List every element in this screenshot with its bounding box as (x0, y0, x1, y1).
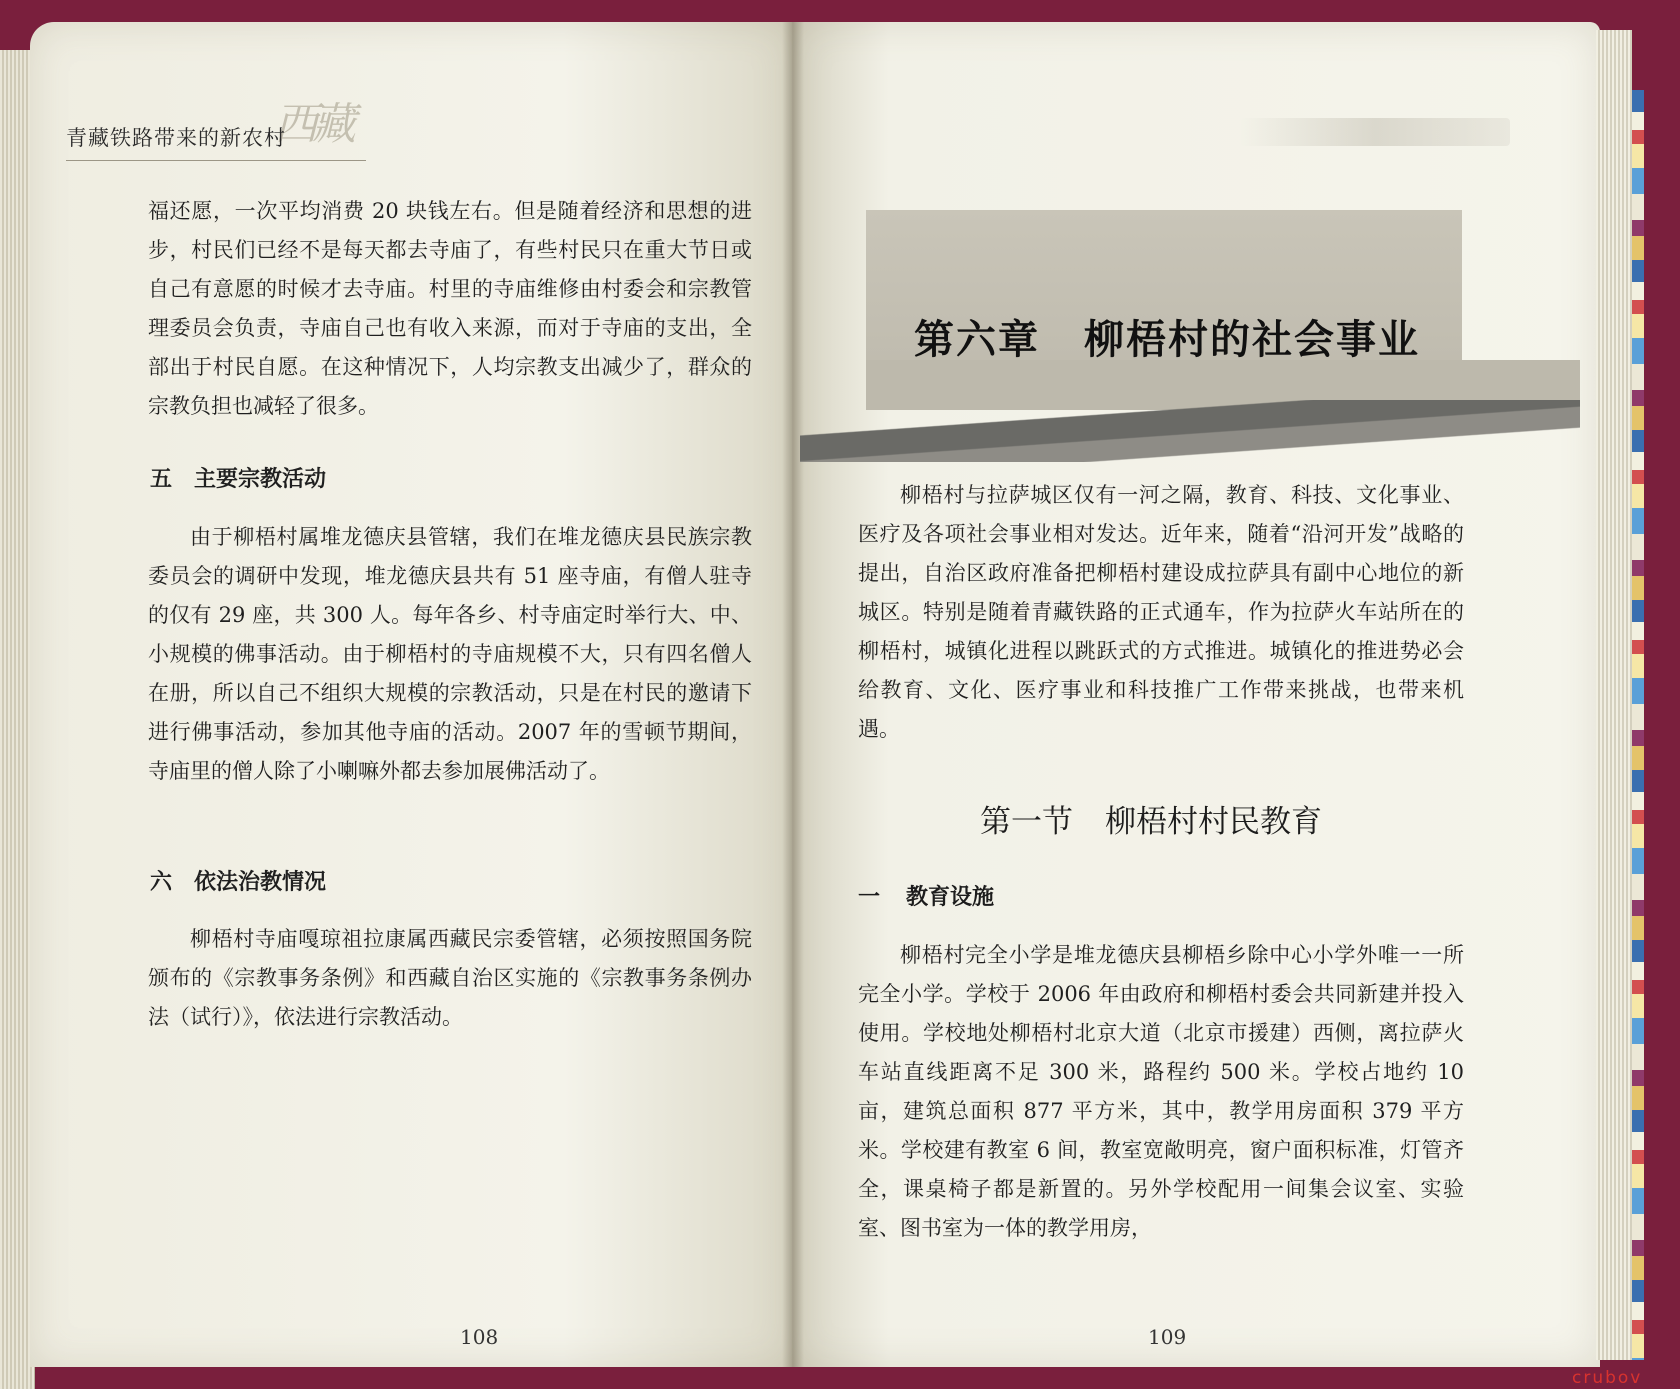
colored-page-edge (1632, 90, 1644, 1360)
right-paragraph (858, 936, 1464, 1248)
left-paragraph-3 (148, 920, 752, 1037)
subsection-label: 一 (858, 885, 881, 910)
section-label: 第一节 (980, 804, 1073, 840)
book-gutter (782, 22, 804, 1367)
subsection-name: 教育设施 (906, 885, 995, 910)
section-heading-five: 五 主要宗教活动 (150, 467, 327, 492)
scanner-watermark: crubov (1572, 1368, 1643, 1388)
right-page-edges (1596, 30, 1632, 1360)
chapter-label: 第六章 (914, 316, 1040, 363)
left-paragraph-2 (148, 518, 752, 791)
subsection-heading (858, 880, 994, 911)
page-number-left: 108 (460, 1325, 499, 1349)
paragraph-text: 柳梧村寺庙嘎琼祖拉康属西藏民宗委管辖，必须按照国务院颁布的《宗教事务条例》和西藏自治区实施的《宗教事务条例办法（试行）》，依法进行宗教活动。 (148, 927, 752, 1029)
paragraph-text: 柳梧村完全小学是堆龙德庆县柳梧乡除中心小学外唯一一所完全小学。学校于 2006 年由政府和柳梧村委会共同新建并投入使用。学校地处柳梧村北京大道（北京市援建）西侧，离拉萨火车站直线距离不足 300 米，路程约 500 米。学校占地约 10 亩，建筑总面积 877 平方米，其中，教学用房面积 379 平方米。学校建有教室 6 间，教室宽敞明亮，窗户面积标准，灯管齐全，课桌椅子都是新置的。另外学校配用一间集会议室、实验室、图书室为一体的教学用房， (858, 943, 1464, 1240)
faint-running-head (1240, 118, 1510, 146)
running-head (66, 88, 396, 168)
chapter-title (914, 308, 1420, 365)
running-head-rule (66, 160, 366, 161)
chapter-banner-stripe (800, 400, 1580, 462)
paragraph-text: 由于柳梧村属堆龙德庆县管辖，我们在堆龙德庆县民族宗教委员会的调研中发现，堆龙德庆县共有 51 座寺庙，有僧人驻寺的仅有 29 座，共 300 人。每年各乡、村寺庙定时举行大、中、小规模的佛事活动。由于柳梧村的寺庙规模不大，只有四名僧人在册，所以自己不组织大规模的宗教活动，只是在村民的邀请下进行佛事活动，参加其他寺庙的活动。2007 年的雪顿节期间，寺庙里的僧人除了小喇嘛外都去参加展佛活动了。 (148, 525, 752, 783)
paragraph-text: 柳梧村与拉萨城区仅有一河之隔，教育、科技、文化事业、医疗及各项社会事业相对发达。近年来，随着“沿河开发”战略的提出，自治区政府准备把柳梧村建设成拉萨具有副中心地位的新城区。特别是随着青藏铁路的正式通车，作为拉萨火车站所在的柳梧村，城镇化进程以跳跃式的方式推进。城镇化的推进势必会给教育、文化、医疗事业和科技推广工作带来挑战，也带来机遇。 (858, 483, 1464, 741)
running-head-title: 青藏铁路带来的新农村 (66, 126, 286, 150)
chapter-name: 柳梧村的社会事业 (1084, 316, 1420, 363)
section-name: 柳梧村村民教育 (1105, 804, 1322, 840)
chapter-intro (858, 476, 1464, 749)
page-number-right: 109 (1148, 1325, 1187, 1349)
section-heading-six: 六 依法治教情况 (150, 870, 327, 895)
paragraph-text: 福还愿，一次平均消费 20 块钱左右。但是随着经济和思想的进步，村民们已经不是每天都去寺庙了，有些村民只在重大节日或自己有意愿的时候才去寺庙。村里的寺庙维修由村委会和宗教管理委员会负责，寺庙自己也有收入来源，而对于寺庙的支出，全部出于村民自愿。在这种情况下，人均宗教支出减少了，群众的宗教负担也减轻了很多。 (148, 199, 752, 418)
left-paragraph-1 (148, 192, 752, 426)
running-head-logo: 西藏 (274, 99, 350, 150)
section-title (980, 796, 1322, 841)
